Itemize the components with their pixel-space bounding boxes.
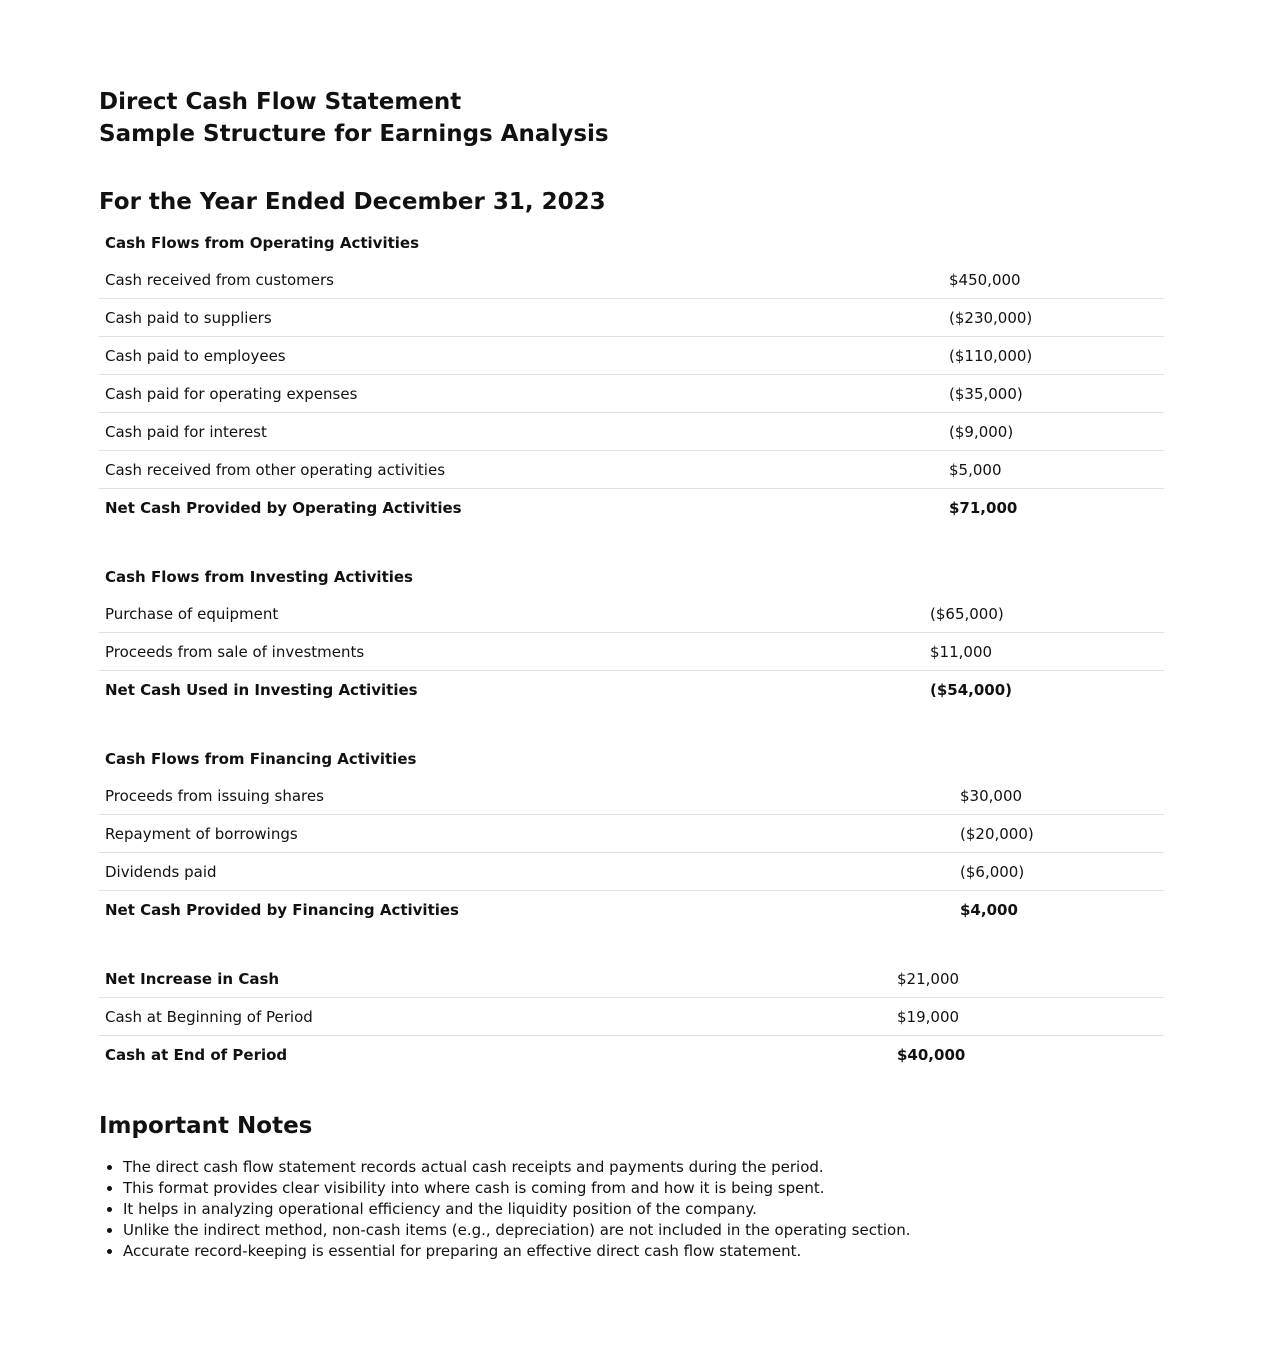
row-label: Dividends paid xyxy=(99,853,954,891)
document-title: Direct Cash Flow Statement xyxy=(99,89,462,115)
list-item: • Unlike the indirect method, non-cash items (e.g., depreciation) are not included in the operating section. xyxy=(123,1220,910,1241)
row-label: Cash paid to suppliers xyxy=(99,299,943,337)
section-heading: Cash Flows from Investing Activities xyxy=(105,567,413,586)
title-block xyxy=(99,86,609,150)
row-label: Net Increase in Cash xyxy=(99,960,891,998)
list-item: • It helps in analyzing operational efficiency and the liquidity position of the company. xyxy=(123,1199,910,1220)
summary-total-row xyxy=(99,1036,1164,1074)
table-row xyxy=(99,337,1164,375)
total-row xyxy=(99,891,1164,929)
summary-row xyxy=(99,960,1164,998)
row-label: Purchase of equipment xyxy=(99,595,924,633)
financing-activities-table xyxy=(99,740,1164,928)
total-amount: $71,000 xyxy=(949,498,1018,517)
list-item: • The direct cash flow statement records actual cash receipts and payments during the period. xyxy=(123,1157,910,1178)
row-amount: ($6,000) xyxy=(954,853,1164,891)
section-heading: Cash Flows from Financing Activities xyxy=(105,749,417,768)
section-heading-row xyxy=(99,558,1164,595)
row-label: Cash paid to employees xyxy=(99,337,943,375)
table-row xyxy=(99,413,1164,451)
row-label: Cash received from customers xyxy=(99,261,943,299)
table-row xyxy=(99,815,1164,853)
row-label: Cash paid for interest xyxy=(99,413,943,451)
row-amount: $19,000 xyxy=(891,998,1164,1036)
cash-summary-table xyxy=(99,960,1164,1073)
operating-activities-table xyxy=(99,224,1164,526)
section-heading-row xyxy=(99,740,1164,777)
total-amount: $4,000 xyxy=(960,900,1018,919)
row-amount: $450,000 xyxy=(943,261,1164,299)
row-amount: $11,000 xyxy=(924,633,1164,671)
row-amount: $40,000 xyxy=(897,1045,966,1064)
total-amount: ($54,000) xyxy=(930,680,1013,699)
row-label: Cash paid for operating expenses xyxy=(99,375,943,413)
table-row xyxy=(99,595,1164,633)
table-row xyxy=(99,375,1164,413)
row-label: Proceeds from issuing shares xyxy=(99,777,954,815)
total-label: Net Cash Provided by Operating Activities xyxy=(105,498,462,517)
section-heading-row xyxy=(99,224,1164,261)
notes-list xyxy=(99,1157,910,1262)
row-amount: ($65,000) xyxy=(924,595,1164,633)
row-amount: $21,000 xyxy=(891,960,1164,998)
row-label: Proceeds from sale of investments xyxy=(99,633,924,671)
notes-heading: Important Notes xyxy=(99,1113,313,1139)
row-amount: $30,000 xyxy=(954,777,1164,815)
table-row xyxy=(99,853,1164,891)
total-row xyxy=(99,671,1164,709)
row-amount: ($35,000) xyxy=(943,375,1164,413)
table-row xyxy=(99,451,1164,489)
section-heading: Cash Flows from Operating Activities xyxy=(105,233,420,252)
row-label: Cash at Beginning of Period xyxy=(99,998,891,1036)
document-subtitle: Sample Structure for Earnings Analysis xyxy=(99,121,609,147)
row-amount: ($230,000) xyxy=(943,299,1164,337)
total-label: Net Cash Used in Investing Activities xyxy=(105,680,418,699)
row-amount: ($110,000) xyxy=(943,337,1164,375)
row-amount: ($9,000) xyxy=(943,413,1164,451)
total-row xyxy=(99,489,1164,527)
table-row xyxy=(99,633,1164,671)
summary-row xyxy=(99,998,1164,1036)
row-label: Cash at End of Period xyxy=(105,1045,288,1064)
list-item: • Accurate record-keeping is essential for preparing an effective direct cash flow statement. xyxy=(123,1241,910,1262)
row-label: Repayment of borrowings xyxy=(99,815,954,853)
row-amount: $5,000 xyxy=(943,451,1164,489)
table-row xyxy=(99,777,1164,815)
total-label: Net Cash Provided by Financing Activities xyxy=(105,900,459,919)
list-item: • This format provides clear visibility into where cash is coming from and how it is being spent. xyxy=(123,1178,910,1199)
table-row xyxy=(99,299,1164,337)
period-heading: For the Year Ended December 31, 2023 xyxy=(99,189,606,215)
row-amount: ($20,000) xyxy=(954,815,1164,853)
investing-activities-table xyxy=(99,558,1164,708)
row-label: Cash received from other operating activities xyxy=(99,451,943,489)
table-row xyxy=(99,261,1164,299)
